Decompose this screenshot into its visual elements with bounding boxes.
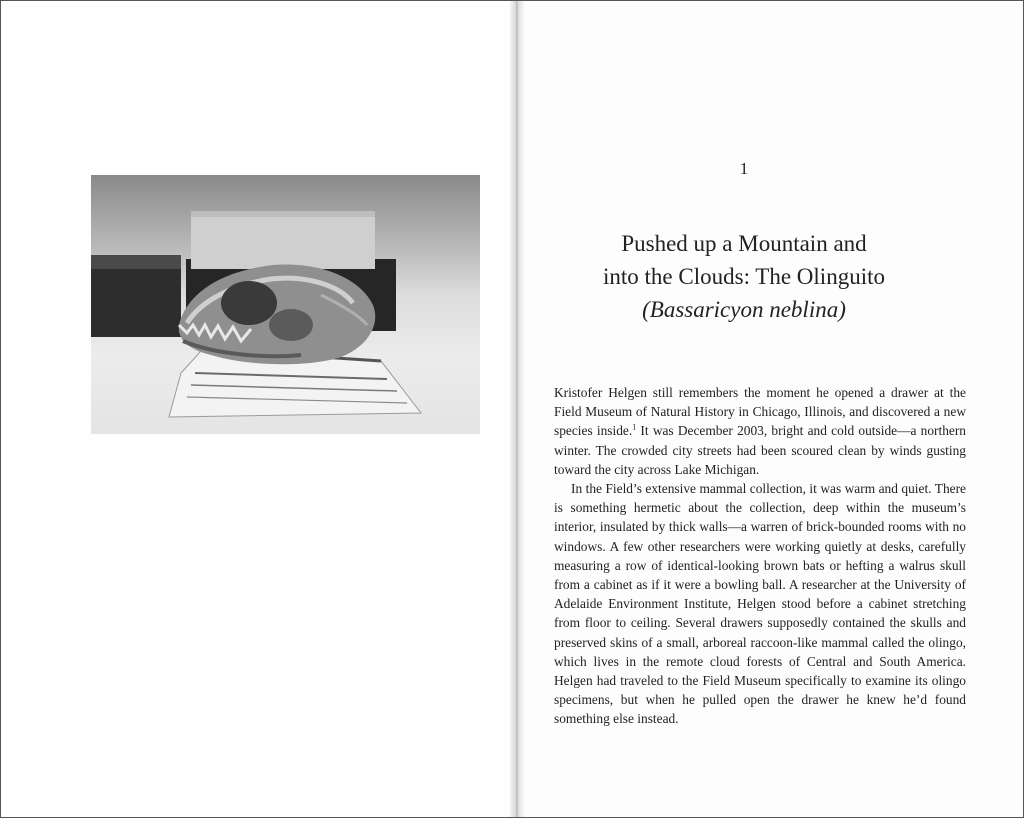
right-page	[524, 1, 1023, 817]
paragraph-2: In the Field’s extensive mammal collection, it was warm and quiet. There is something hermetic about the collection, deep within the museum’s interior, insulated by thick walls—a warren of brick-bounded rooms with no windows. A few other researchers were working quietly at desks, carefully measuring a row of identical-looking brown bats or hefting a walrus skull from a cabinet as if it were a bowling ball. A researcher at the University of Adelaide Environment Institute, Helgen stood before a cabinet stretching from floor to ceiling. Several drawers supposedly contained the skulls and preserved skins of a small, arboreal raccoon-like mammal called the olingo, which lives in the remote cloud forests of Central and South America. Helgen had traveled to the Field Museum specifically to examine its olingo specimens, but when he pulled open the drawer he knew he’d found something else instead.	[554, 481, 966, 727]
paragraph-1-part-b: It was December 2003, bright and cold outside—a northern winter. The crowded city streets had been scoured clean by winds gusting toward the city across Lake Michigan.	[554, 423, 966, 477]
chapter-number: 1	[739, 159, 749, 178]
chapter-title-line-2: into the Clouds: The Olinguito	[603, 264, 885, 289]
paragraph-1-part-a: Kristofer Helgen still remembers the moment he opened a drawer at the Field Museum of Natural History in Chicago, Illinois, and discovered a new species inside.	[554, 385, 966, 439]
chapter-subtitle-species: (Bassaricyon neblina)	[642, 297, 846, 322]
chapter-title-line-1: Pushed up a Mountain and	[621, 231, 867, 256]
footnote-marker[interactable]: 1	[632, 422, 637, 432]
paragraph-1	[554, 383, 966, 479]
left-page	[1, 1, 516, 817]
chapter-body	[554, 383, 966, 729]
book-gutter	[510, 1, 524, 817]
skull-photo	[91, 175, 480, 434]
chapter-title	[524, 227, 964, 326]
